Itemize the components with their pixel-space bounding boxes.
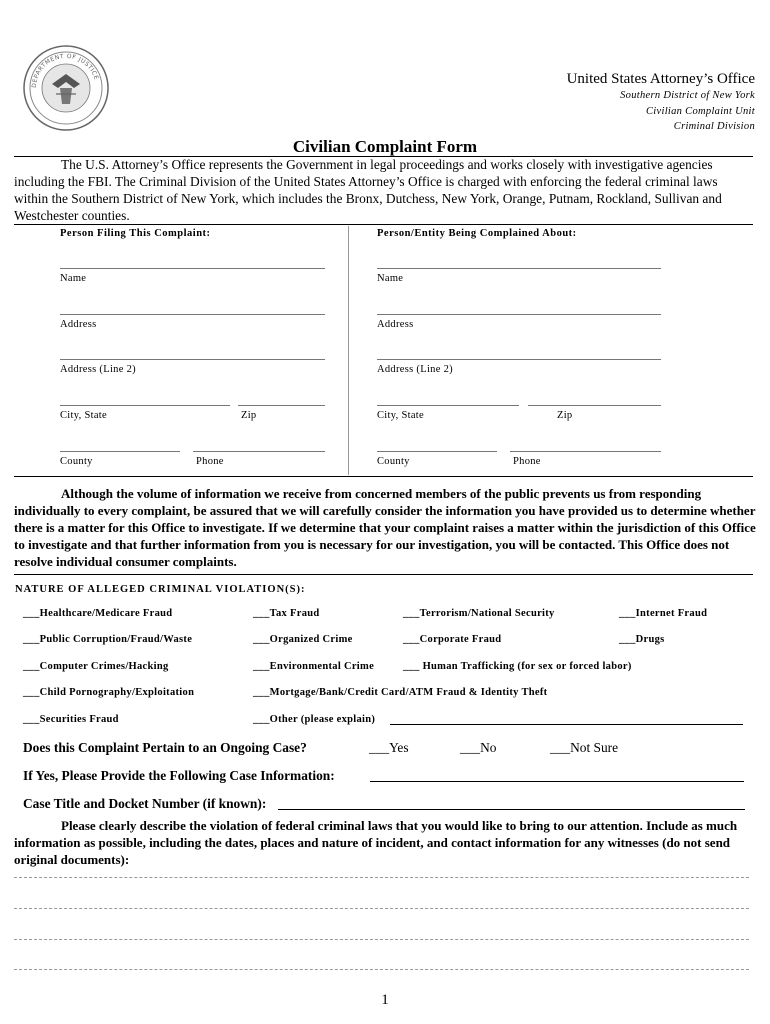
nature-heading: NATURE OF ALLEGED CRIMINAL VIOLATION(S): bbox=[15, 584, 306, 595]
corporate-fraud-option[interactable]: ___Corporate Fraud bbox=[403, 634, 502, 645]
subject-county-field[interactable] bbox=[377, 451, 497, 452]
filer-zip-label: Zip bbox=[241, 410, 257, 421]
filer-name-field[interactable] bbox=[60, 268, 325, 269]
filer-address2-field[interactable] bbox=[60, 359, 325, 360]
office-name: United States Attorney’s Office bbox=[566, 71, 755, 87]
filer-city-state-field[interactable] bbox=[60, 405, 230, 406]
subject-address-field[interactable] bbox=[377, 314, 661, 315]
doj-seal bbox=[22, 44, 110, 132]
subject-heading: Person/Entity Being Complained About: bbox=[377, 228, 577, 239]
filer-city-state-label: City, State bbox=[60, 410, 107, 421]
filer-phone-field[interactable] bbox=[193, 451, 325, 452]
intro-rule bbox=[14, 224, 753, 225]
subject-name-field[interactable] bbox=[377, 268, 661, 269]
notice-rule bbox=[14, 574, 753, 575]
unit: Civilian Complaint Unit bbox=[646, 106, 755, 117]
filer-county-field[interactable] bbox=[60, 451, 180, 452]
case-title-label: Case Title and Docket Number (if known): bbox=[23, 796, 267, 811]
contacts-rule bbox=[14, 476, 753, 477]
ongoing-no-option[interactable]: ___No bbox=[460, 740, 497, 755]
page-number: 1 bbox=[381, 992, 389, 1008]
subject-zip-field[interactable] bbox=[528, 405, 661, 406]
description-line[interactable] bbox=[14, 908, 749, 909]
description-line[interactable] bbox=[14, 969, 749, 970]
subject-address2-label: Address (Line 2) bbox=[377, 364, 453, 375]
subject-zip-label: Zip bbox=[557, 410, 573, 421]
filer-address-field[interactable] bbox=[60, 314, 325, 315]
drugs-option[interactable]: ___Drugs bbox=[619, 634, 665, 645]
securities-fraud-option[interactable]: ___Securities Fraud bbox=[23, 714, 119, 725]
filer-name-label: Name bbox=[60, 273, 87, 284]
ongoing-yes-option[interactable]: ___Yes bbox=[369, 740, 409, 755]
subject-county-label: County bbox=[377, 456, 410, 467]
subject-phone-field[interactable] bbox=[510, 451, 661, 452]
subject-address-label: Address bbox=[377, 319, 414, 330]
description-line[interactable] bbox=[14, 877, 749, 878]
human-trafficking-option[interactable]: ___ Human Trafficking (for sex or forced labor) bbox=[403, 661, 632, 672]
description-line[interactable] bbox=[14, 939, 749, 940]
filer-address2-label: Address (Line 2) bbox=[60, 364, 136, 375]
other-option[interactable]: ___Other (please explain) bbox=[253, 714, 376, 725]
filer-address-label: Address bbox=[60, 319, 97, 330]
healthcare-fraud-option[interactable]: ___Healthcare/Medicare Fraud bbox=[23, 608, 173, 619]
ongoing-case-question: Does this Complaint Pertain to an Ongoing Case? bbox=[23, 740, 307, 755]
describe-instructions: Please clearly describe the violation of federal criminal laws that you would like to bring to our attention. Include as much information as possible, including the dates, places and nature of incident, and contact information for any witnesses (do not send original documents): bbox=[14, 818, 738, 867]
case-title-field[interactable] bbox=[278, 809, 745, 810]
tax-fraud-option[interactable]: ___Tax Fraud bbox=[253, 608, 320, 619]
column-divider bbox=[348, 226, 349, 475]
form-title: Civilian Complaint Form bbox=[292, 137, 478, 156]
case-info-field[interactable] bbox=[370, 781, 744, 782]
filer-phone-label: Phone bbox=[196, 456, 224, 467]
division: Criminal Division bbox=[673, 121, 755, 132]
notice-paragraph: Although the volume of information we receive from concerned members of the public prevents us from responding individually to every complaint, be assured that we will carefully consider the information you have provided us to determine whether there is a matter for this Office to investigate. If we determine that your complaint raises a matter within the jurisdiction of this Office to investigate and that further information from you is necessary for our investigation, you will be contacted. This Office does not resolve individual consumer complaints. bbox=[14, 486, 756, 569]
subject-city-state-field[interactable] bbox=[377, 405, 519, 406]
filer-heading: Person Filing This Complaint: bbox=[60, 228, 211, 239]
organized-crime-option[interactable]: ___Organized Crime bbox=[253, 634, 353, 645]
other-explain-field[interactable] bbox=[390, 724, 743, 725]
subject-name-label: Name bbox=[377, 273, 404, 284]
ongoing-not-sure-option[interactable]: ___Not Sure bbox=[550, 740, 619, 755]
computer-crimes-option[interactable]: ___Computer Crimes/Hacking bbox=[23, 661, 169, 672]
intro-paragraph: The U.S. Attorney’s Office represents the Government in legal proceedings and works closely with investigative agencies including the FBI. The Criminal Division of the United States Attorney’s Office is charged with enforcing the federal criminal laws within the Southern District of New York, which includes the Bronx, Dutchess, New York, Orange, Putnam, Rockland, Sullivan and Westchester counties. bbox=[14, 157, 722, 223]
subject-phone-label: Phone bbox=[513, 456, 541, 467]
public-corruption-option[interactable]: ___Public Corruption/Fraud/Waste bbox=[23, 634, 193, 645]
internet-fraud-option[interactable]: ___Internet Fraud bbox=[619, 608, 708, 619]
district: Southern District of New York bbox=[620, 90, 755, 101]
child-exploitation-option[interactable]: ___Child Pornography/Exploitation bbox=[23, 687, 195, 698]
mortgage-fraud-option[interactable]: ___Mortgage/Bank/Credit Card/ATM Fraud & Identity Theft bbox=[253, 687, 548, 698]
subject-city-state-label: City, State bbox=[377, 410, 424, 421]
case-info-label: If Yes, Please Provide the Following Case Information: bbox=[23, 768, 335, 783]
filer-zip-field[interactable] bbox=[238, 405, 325, 406]
environmental-crime-option[interactable]: ___Environmental Crime bbox=[253, 661, 375, 672]
filer-county-label: County bbox=[60, 456, 93, 467]
subject-address2-field[interactable] bbox=[377, 359, 661, 360]
seal-text: DEPARTMENT OF JUSTICE bbox=[30, 52, 100, 89]
terrorism-option[interactable]: ___Terrorism/National Security bbox=[403, 608, 555, 619]
